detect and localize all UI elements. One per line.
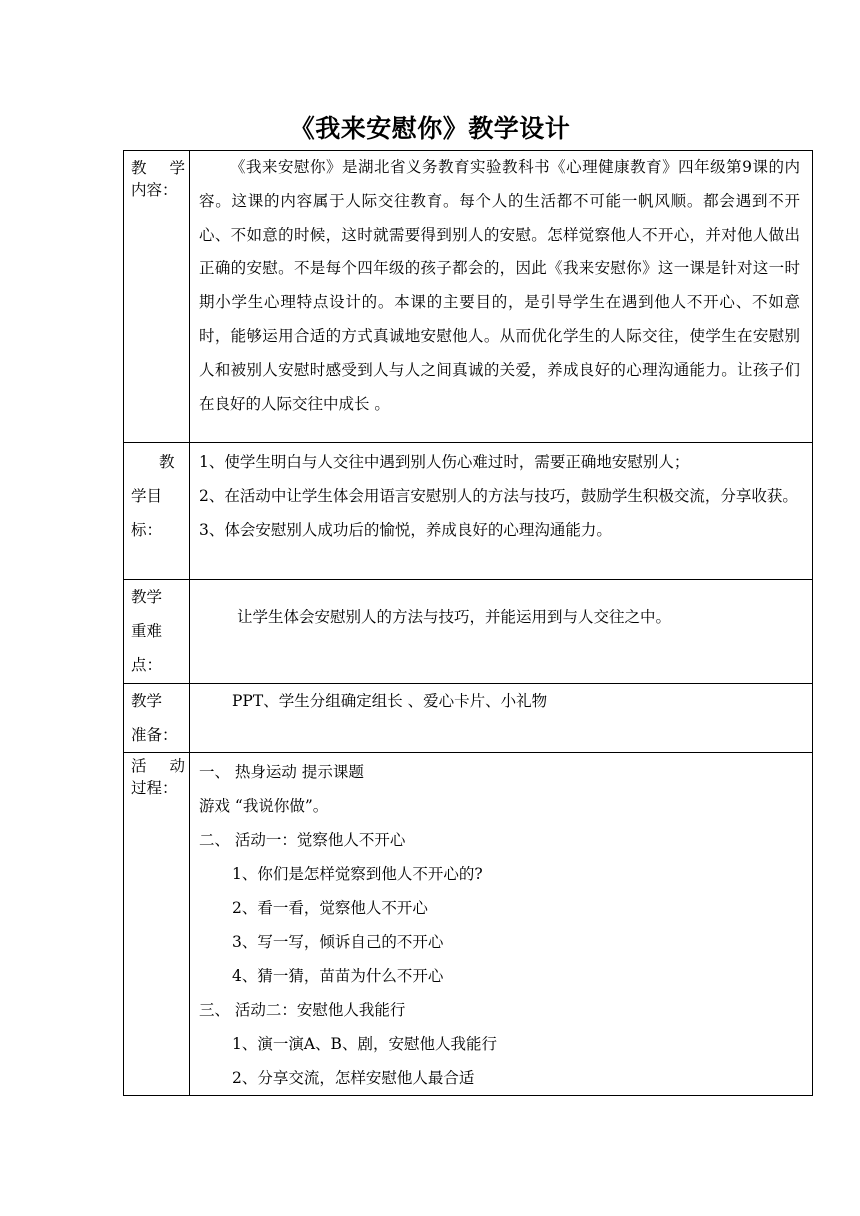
label-content-line2: 内容： (131, 181, 178, 199)
label-difficulty-line1: 教学 (131, 588, 163, 606)
row-difficulty (124, 580, 813, 684)
cell-objectives (190, 443, 813, 580)
cell-process (190, 753, 813, 1096)
label-preparation-line2: 准备： (131, 726, 178, 744)
process-line: 游戏 “我说你做”。 (199, 797, 329, 815)
process-line: 4、猜一猜，苗苗为什么不开心 (232, 967, 444, 985)
process-line: 2、分享交流，怎样安慰他人最合适 (232, 1069, 475, 1087)
row-objectives (124, 443, 813, 580)
label-process-line1 (131, 755, 185, 777)
cell-preparation (190, 684, 813, 753)
label-objectives (124, 443, 190, 580)
label-process (124, 753, 190, 1096)
process-line: 三、 活动二：安慰他人我能行 (199, 1001, 406, 1019)
process-line: 3、写一写，倾诉自己的不开心 (232, 933, 444, 951)
objective-item: 2、在活动中让学生体会用语言安慰别人的方法与技巧，鼓励学生积极交流，分享收获。 (199, 487, 798, 505)
label-content-char2: 学 (169, 159, 185, 177)
process-line: 2、看一看，觉察他人不开心 (232, 899, 428, 917)
label-difficulty (124, 580, 190, 684)
label-objectives-line2: 学目 (131, 487, 163, 505)
process-line: 一、 热身运动 提示课题 (199, 763, 364, 781)
row-preparation (124, 684, 813, 753)
label-objectives-line1: 教 (159, 453, 175, 471)
label-process-line2: 过程： (131, 779, 178, 797)
label-objectives-line3: 标： (131, 521, 163, 539)
cell-difficulty (190, 580, 813, 684)
lesson-plan-table (123, 150, 813, 1096)
process-line: 1、你们是怎样觉察到他人不开心的? (232, 865, 483, 883)
label-content (124, 151, 190, 443)
objective-item: 3、体会安慰别人成功后的愉悦，养成良好的心理沟通能力。 (199, 521, 612, 539)
content-paragraph: 《我来安慰你》是湖北省义务教育实验教科书《心理健康教育》四年级第9课的内容。这课的内容属于人际交往教育。每个人的生活都不可能一帆风顺。都会遇到不开心、不如意的时候，这时就需要得到别人的安慰。怎样觉察他人不开心，并对他人做出正确的安慰。不是每个四年级的孩子都会的，因此《我来安慰你》这一课是针对这一时期小学生心理特点设计的。本课的主要目的，是引导学生在遇到他人不开心、不如意时，能够运用合适的方式真诚地安慰他人。从而优化学生的人际交往，使学生在安慰别人和被别人安慰时感受到人与人之间真诚的关爱，养成良好的心理沟通能力。让孩子们在良好的人际交往中成长 。 (199, 158, 800, 413)
objective-item: 1、使学生明白与人交往中遇到别人伤心难过时，需要正确地安慰别人； (199, 453, 690, 471)
process-line: 二、 活动一：觉察他人不开心 (199, 831, 406, 849)
row-content (124, 151, 813, 443)
label-preparation-line1: 教学 (131, 692, 163, 710)
label-preparation (124, 684, 190, 753)
row-process (124, 753, 813, 1096)
label-difficulty-line2: 重难 (131, 622, 163, 640)
label-process-char1: 活 (131, 757, 147, 775)
label-process-char2: 动 (169, 757, 185, 775)
process-line: 1、演一演A、B、剧，安慰他人我能行 (232, 1035, 497, 1053)
page-title: 《我来安慰你》教学设计 (289, 114, 571, 143)
cell-content (190, 151, 813, 443)
label-content-char1: 教 (131, 159, 147, 177)
difficulty-text: 让学生体会安慰别人的方法与技巧，并能运用到与人交往之中。 (237, 608, 672, 626)
preparation-text: PPT、学生分组确定组长 、爱心卡片、小礼物 (232, 692, 548, 710)
label-difficulty-line3: 点： (131, 656, 163, 674)
